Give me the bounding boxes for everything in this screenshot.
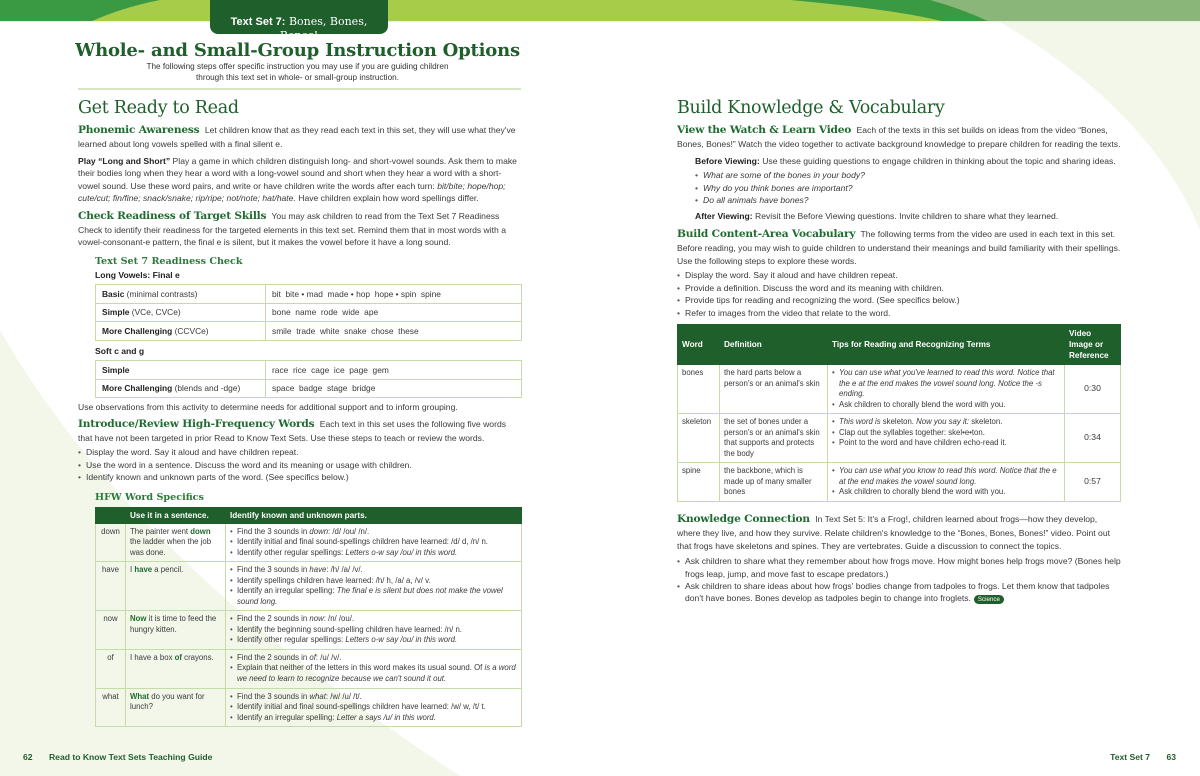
level-label: Simple (102, 364, 130, 375)
tip-italic: Letters o-w say /ou/ in this word. (345, 547, 458, 557)
tip-item: • Explain that neither of the letters in this word makes its usual sound. Of is a word we need to learn to recognize because we can't sound it out. (230, 663, 517, 684)
level-cell (96, 361, 266, 380)
example-sentence: I have a box of crayons. (126, 649, 226, 688)
tip-italic: You can use what you've learned to read this word. Notice that the e at the end makes the vowel sound long. Notice the -s ending. (839, 368, 1055, 399)
table-row (678, 414, 1121, 463)
word-parts-cell (226, 523, 522, 562)
word-list-cell: space badge stage bridge (266, 379, 522, 398)
video-timestamp: 0:34 (1065, 414, 1121, 463)
page-title: Whole- and Small-Group Instruction Options (75, 40, 520, 61)
check-readiness-paragraph (78, 209, 522, 249)
play-long-short-heading: Play “Long and Short” (78, 155, 171, 166)
tip-italic: The final e is silent but does not make the vowel sound long. (237, 586, 503, 606)
table-row (96, 523, 522, 562)
hfw-text: Each text in this set uses the following five words that have not been targeted in prior Read to Know Text Sets. Use these steps to teach or review the words. (78, 418, 507, 444)
tip-item: • Clap out the syllables together: skel•e•ton. (832, 428, 1060, 439)
viewing-block (677, 155, 1121, 222)
vocab-step: • Refer to images from the video that relate to the word. (677, 307, 1121, 319)
target-word: down (190, 526, 211, 536)
long-vowels-label: Long Vowels: Final e (95, 269, 180, 280)
tips-list (230, 614, 517, 646)
tip-italic: down (309, 526, 329, 536)
guiding-questions-list (695, 169, 1121, 206)
vocab-tips (828, 463, 1065, 502)
check-readiness-text: You may ask children to read from the Text Set 7 Readiness Check to identify their readiness for the targeted elements in this text set. Remind them that in most words with a vowel-consonant-e pattern, the final e is silent, but it makes the vowel before it have a long sound. (78, 210, 506, 248)
observation-note: Use observations from this activity to determine needs for additional support and to inform grouping. (78, 402, 458, 413)
knowledge-bullets-list (677, 555, 1121, 605)
level-label: More Challenging (102, 383, 173, 394)
level-cell (96, 322, 266, 341)
readiness-row (96, 285, 522, 304)
word-parts-cell (226, 562, 522, 611)
tip-italic: of (309, 652, 316, 662)
hfw-paragraph (78, 417, 522, 445)
video-timestamp: 0:57 (1065, 463, 1121, 502)
watch-learn-heading: View the Watch & Learn Video (677, 124, 852, 136)
tip-item: • Ask children to chorally blend the word with you. (832, 487, 1060, 498)
hfw-step: • Identify known and unknown parts of the word. (See specifics below.) (78, 471, 522, 483)
question-text: Do all animals have bones? (703, 195, 809, 206)
tip-italic: is a word we need to learn to recognize because we can't sound it out. (237, 663, 516, 683)
vocab-steps-list (677, 269, 1121, 319)
readiness-row (96, 322, 522, 341)
target-word: have (134, 565, 153, 575)
long-vowels-table (95, 284, 522, 341)
tip-item: • Find the 2 sounds in now: /n/ /ou/. (230, 614, 517, 625)
level-note: (CCVCe) (172, 325, 209, 336)
target-word: of (174, 652, 183, 662)
tip-italic: This word is (839, 417, 883, 427)
phonemic-awareness-text: Let children know that as they read each text in this set, they will use what they've learned about long vowels spelled with a final silent e. (78, 125, 516, 150)
level-label: More Challenging (102, 325, 173, 336)
tip-item: • Find the 3 sounds in have: /h/ /a/ /v/. (230, 565, 517, 576)
column-header: Tips for Reading and Recognizing Terms (828, 325, 1065, 365)
tip-item: • Identify other regular spellings: Letters o-w say /ou/ in this word. (230, 635, 517, 646)
watch-learn-paragraph (677, 123, 1121, 151)
tip-item: • Identify spellings children have learned: /h/ h, /a/ a, /v/ v. (230, 576, 517, 587)
hfw-steps-list (78, 446, 522, 483)
vocab-tips (828, 414, 1065, 463)
column-header: Use it in a sentence. (126, 507, 226, 523)
phonemic-awareness-paragraph (78, 123, 522, 151)
table-row (96, 611, 522, 650)
soft-c-g-table (95, 360, 522, 398)
content-vocab-heading: Build Content-Area Vocabulary (677, 228, 856, 241)
vocabulary-table (677, 324, 1121, 502)
hfw-word: down (96, 523, 126, 562)
guiding-question (695, 182, 1121, 194)
tip-item: • Identify other regular spellings: Letters o-w say /ou/ in this word. (230, 548, 517, 559)
text-set-label: Text Set 7 (1110, 752, 1151, 762)
tip-item: • Find the 2 sounds in of: /u/ /v/. (230, 653, 517, 664)
readiness-row (96, 303, 522, 322)
tip-italic: Now you say it: (916, 417, 972, 427)
after-viewing (695, 210, 1121, 222)
example-sentence: I have a pencil. (126, 562, 226, 611)
section-heading-get-ready: Get Ready to Read (78, 98, 239, 118)
readiness-row (96, 361, 522, 380)
tip-item: • Identify the beginning sound-spelling children have learned: /n/ n. (230, 625, 517, 636)
level-note: (blends and -dge) (172, 383, 241, 394)
content-vocab-paragraph (677, 227, 1121, 267)
example-sentence: Now it is time to feed the hungry kitten. (126, 611, 226, 650)
word-parts-cell (226, 649, 522, 688)
content-vocab-text: The following terms from the video are used in each text in this set. Before reading, you may wish to guide children to understand their meanings and build familiarity with their spellings. Use the following steps to explore these words. (677, 229, 1121, 266)
column-header: Identify known and unknown parts. (226, 507, 522, 523)
tip-item: • This word is skeleton. Now you say it: skeleton. (832, 417, 1060, 428)
left-column (78, 97, 522, 727)
column-header (96, 507, 126, 523)
tips-list (230, 653, 517, 685)
knowledge-connection-text: In Text Set 5: It's a Frog!, children learned about frogs—how they develop, where they live, and how they survive. Relate children's knowledge to the “Bones, Bones, Bones!” video. Point out that frogs have skeletons and spines. They are vertebrates. Guide a discussion to connect the topics. (677, 513, 1111, 551)
tab-label: Bones, Bones, Bones! (279, 15, 368, 42)
hfw-step: • Display the word. Say it aloud and have children repeat. (78, 446, 522, 458)
word-pairs: bit/bite; hope/hop; cute/cut; fin/fine; snack/snake; rip/ripe; not/note; hat/hate. (78, 180, 506, 204)
level-label: Basic (102, 288, 125, 299)
level-cell (96, 303, 266, 322)
word-parts-cell (226, 611, 522, 650)
text-set-tab (210, 0, 388, 42)
hfw-word: now (96, 611, 126, 650)
word-parts-cell (226, 688, 522, 727)
level-cell (96, 285, 266, 304)
book-title: Read to Know Text Sets Teaching Guide (48, 752, 213, 762)
tips-list (230, 565, 517, 607)
tip-italic: You can use what you know to read this word. Notice that the e at the end makes the vowel sound long. (839, 466, 1057, 486)
check-readiness-heading: Check Readiness of Target Skills (78, 209, 267, 222)
guiding-question (695, 169, 1121, 181)
tips-list (832, 368, 1060, 410)
vocab-definition: the backbone, which is made up of many smaller bones (720, 463, 828, 502)
left-footer (23, 751, 212, 763)
subtitle-line-1: The following steps offer specific instruction you may use if you are guiding children (146, 62, 449, 71)
target-word: What (130, 691, 150, 701)
subtitle-line-2: through this text set in whole- or small-group instruction. (196, 73, 399, 82)
readiness-check-heading: Text Set 7 Readiness Check (95, 255, 243, 267)
tips-list (832, 417, 1060, 449)
example-sentence: What do you want for lunch? (126, 688, 226, 727)
tip-item: • Point to the word and have children echo-read it. (832, 438, 1060, 449)
tip-item (832, 466, 1060, 487)
table-row (96, 562, 522, 611)
before-viewing-text: Use these guiding questions to engage children in thinking about the topic and sharing ideas. (762, 155, 1116, 166)
hfw-heading: Introduce/Review High-Frequency Words (78, 417, 315, 430)
hfw-specifics-block (78, 491, 522, 727)
hfw-word: have (96, 562, 126, 611)
science-badge: Science (974, 595, 1004, 604)
page-subtitle (100, 61, 495, 83)
play-text: Play a game in which children distinguish long- and short-vowel sounds. Ask them to make their bodies long when they hear a word with a long-vowel sound and short when they hear a word with a short-vowel sound. Use these word pairs, and write or have children write the words after each turn: (78, 155, 517, 191)
phonemic-awareness-heading: Phonemic Awareness (78, 124, 200, 136)
hfw-word: what (96, 688, 126, 727)
vocab-word: skeleton (678, 414, 720, 463)
tab-label-bold: Text Set 7: (230, 16, 286, 28)
knowledge-bullet: • Ask children to share ideas about how frogs' bodies change from tadpoles to frogs. Let them know that tadpoles don't have bones. Bones develop as tadpoles begin to change into froglets. Science (677, 580, 1121, 605)
readiness-check-block (78, 255, 522, 398)
watch-learn-text: Each of the texts in this set builds on ideas from the video “Bones, Bones, Bones!” Watch the video together to activate background knowledge to prepare children for reading the texts. (677, 125, 1121, 150)
knowledge-bullet: • Ask children to share what they remember about how frogs move. How might bones help frogs move? (Bones help frogs leap, jump, and move fast to escape predators.) (677, 555, 1121, 580)
column-header: Video Image or Reference (1065, 325, 1121, 365)
video-timestamp: 0:30 (1065, 365, 1121, 414)
column-header: Definition (720, 325, 828, 365)
word-list-cell: race rice cage ice page gem (266, 361, 522, 380)
tip-italic: what (309, 691, 326, 701)
question-text: What are some of the bones in your body? (703, 170, 865, 181)
tip-item: • Find the 3 sounds in down: /d/ /ou/ /n/. (230, 527, 517, 538)
vocab-step: • Provide tips for reading and recognizing the word. (See specifics below.) (677, 294, 1121, 306)
vocab-word: spine (678, 463, 720, 502)
tip-italic: Letter a says /u/ in this word. (336, 712, 436, 722)
tip-italic: Letters o-w say /ou/ in this word. (345, 635, 458, 645)
vocab-step: • Display the word. Say it aloud and have children repeat. (677, 269, 1121, 281)
tip-item: • Find the 3 sounds in what: /w/ /u/ /t/. (230, 692, 517, 703)
level-note: (minimal contrasts) (124, 288, 198, 299)
knowledge-connection-heading: Knowledge Connection (677, 512, 810, 525)
table-row (678, 463, 1121, 502)
tips-list (230, 692, 517, 724)
tip-item (832, 368, 1060, 400)
vocab-definition: the hard parts below a person's or an animal's skin (720, 365, 828, 414)
table-row (678, 365, 1121, 414)
word-list-cell: smile trade white snake chose these (266, 322, 522, 341)
title-divider (78, 88, 521, 90)
tip-item: • Identify initial and final sound-spellings children have learned: /d/ d, /n/ n. (230, 537, 517, 548)
tip-item: • Ask children to chorally blend the word with you. (832, 400, 1060, 411)
right-footer (1110, 751, 1176, 763)
level-label: Simple (102, 307, 130, 318)
soft-c-g-label: Soft c and g (95, 345, 145, 356)
table-row (96, 688, 522, 727)
question-text: Why do you think bones are important? (703, 182, 853, 193)
tip-item: • Identify an irregular spelling: Letter a says /u/ in this word. (230, 713, 517, 724)
page-number-left: 62 (23, 752, 33, 762)
hfw-table (95, 507, 522, 727)
vocab-word: bones (678, 365, 720, 414)
level-note: (VCe, CVCe) (129, 307, 181, 318)
knowledge-connection-paragraph (677, 512, 1121, 552)
word-list-cell: bone name rode wide ape (266, 303, 522, 322)
guiding-question (695, 194, 1121, 206)
page-number-right: 63 (1166, 752, 1176, 762)
hfw-step: • Use the word in a sentence. Discuss the word and its meaning or usage with children. (78, 459, 522, 471)
level-cell (96, 379, 266, 398)
tip-italic: have (309, 565, 327, 575)
play-long-short-paragraph (78, 155, 522, 205)
word-list-cell: bit bite • mad made • hop hope • spin spine (266, 285, 522, 304)
hfw-word: of (96, 649, 126, 688)
vocab-step: • Provide a definition. Discuss the word and its meaning with children. (677, 282, 1121, 294)
tips-list (230, 527, 517, 559)
tip-italic: now (309, 614, 324, 624)
before-viewing-label: Before Viewing: (695, 155, 760, 166)
section-heading-build-knowledge: Build Knowledge & Vocabulary (677, 98, 945, 118)
after-viewing-text: Revisit the Before Viewing questions. Invite children to share what they learned. (755, 210, 1059, 221)
tips-list (832, 466, 1060, 498)
readiness-row (96, 379, 522, 398)
vocab-definition: the set of bones under a person's or an animal's skin that supports and protects the body (720, 414, 828, 463)
table-row (96, 649, 522, 688)
hfw-specifics-heading: HFW Word Specifics (95, 491, 204, 503)
after-viewing-label: After Viewing: (695, 210, 753, 221)
play-text-end: Have children explain how word spellings differ. (298, 193, 479, 204)
right-column (677, 97, 1121, 609)
tip-item: • Identify an irregular spelling: The final e is silent but does not make the vowel sound long. (230, 586, 517, 607)
before-viewing (695, 155, 1121, 167)
target-word: Now (130, 614, 147, 624)
tip-item: • Identify initial and final sound-spellings children have learned: /w/ w, /t/ t. (230, 702, 517, 713)
vocab-tips (828, 365, 1065, 414)
example-sentence: The painter went down the ladder when the job was done. (126, 523, 226, 562)
column-header: Word (678, 325, 720, 365)
